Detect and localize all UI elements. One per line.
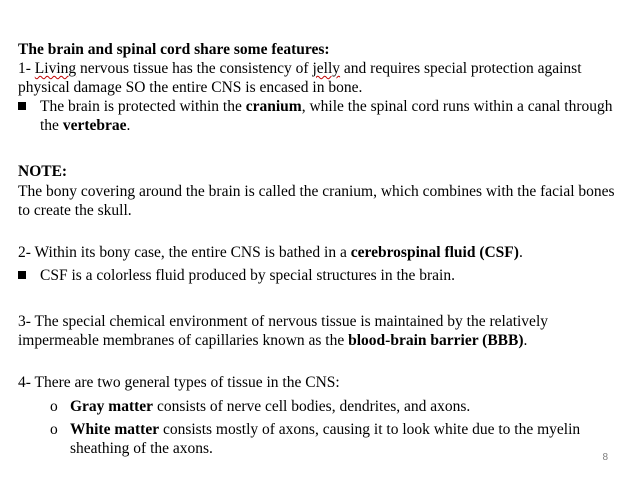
sub-item-white-matter	[50, 420, 610, 458]
bullet-csf-text: CSF is a colorless fluid produced by special structures in the brain.	[40, 267, 455, 284]
gray-matter-term: Gray matter	[70, 398, 154, 415]
heading-text: The brain and spinal cord share some features:	[18, 41, 330, 58]
square-bullet-icon	[18, 271, 26, 279]
page-number: 8	[602, 452, 608, 463]
bullet-cranium-text-b: , while the spinal cord runs within a canal through the	[40, 98, 613, 134]
sub-item-gray-matter	[50, 397, 610, 416]
point-2	[18, 243, 630, 262]
gray-matter-rest: consists of nerve cell bodies, dendrites, and axons.	[153, 398, 471, 415]
point-1-text-b: and requires special protection against physical damage SO the entire CNS is encased in bone.	[18, 60, 582, 96]
point-1-number: 1-	[18, 60, 35, 77]
bullet-csf	[18, 266, 630, 285]
bullet-cranium-text-c: .	[126, 117, 131, 134]
point-1	[18, 59, 630, 97]
square-bullet-icon	[18, 102, 26, 110]
csf-term: cerebrospinal fluid (CSF)	[350, 244, 519, 261]
point-2-text-a: 2- Within its bony case, the entire CNS is bathed in a	[18, 244, 351, 261]
gray-matter-text	[70, 397, 610, 416]
point-3-text-a: 3- The special chemical environment of nervous tissue is maintained by the relatively impermeable membranes of capillaries known as the	[18, 313, 548, 349]
white-matter-text	[70, 420, 610, 458]
white-matter-term: White matter	[70, 421, 160, 438]
circle-bullet-icon: o	[50, 398, 58, 415]
living-word: Living	[34, 60, 77, 77]
vertebrae-term: vertebrae	[62, 117, 127, 134]
bullet-cranium-text-a: The brain is protected within the	[40, 98, 246, 115]
circle-bullet-icon: o	[50, 421, 58, 438]
bbb-term: blood-brain barrier (BBB)	[348, 332, 524, 349]
bullet-cranium-text	[40, 97, 630, 135]
jelly-word: jelly	[312, 60, 341, 77]
bullet-cranium	[18, 97, 630, 135]
slide-heading	[18, 40, 630, 59]
point-4: 4- There are two general types of tissue in the CNS:	[18, 374, 340, 391]
note-text: The bony covering around the brain is called the cranium, which combines with the facial bones to create the skull.	[18, 183, 615, 219]
point-1-text-a: nervous tissue has the consistency of	[76, 60, 313, 77]
white-matter-rest: consists mostly of axons, causing it to look white due to the myelin sheathing of the axons.	[70, 421, 581, 457]
point-3-text-b: .	[523, 332, 528, 349]
cranium-term: cranium	[245, 98, 302, 115]
note-label-text: NOTE:	[18, 163, 68, 180]
note-label	[18, 162, 630, 181]
point-3	[18, 312, 630, 350]
point-2-text-b: .	[518, 244, 523, 261]
